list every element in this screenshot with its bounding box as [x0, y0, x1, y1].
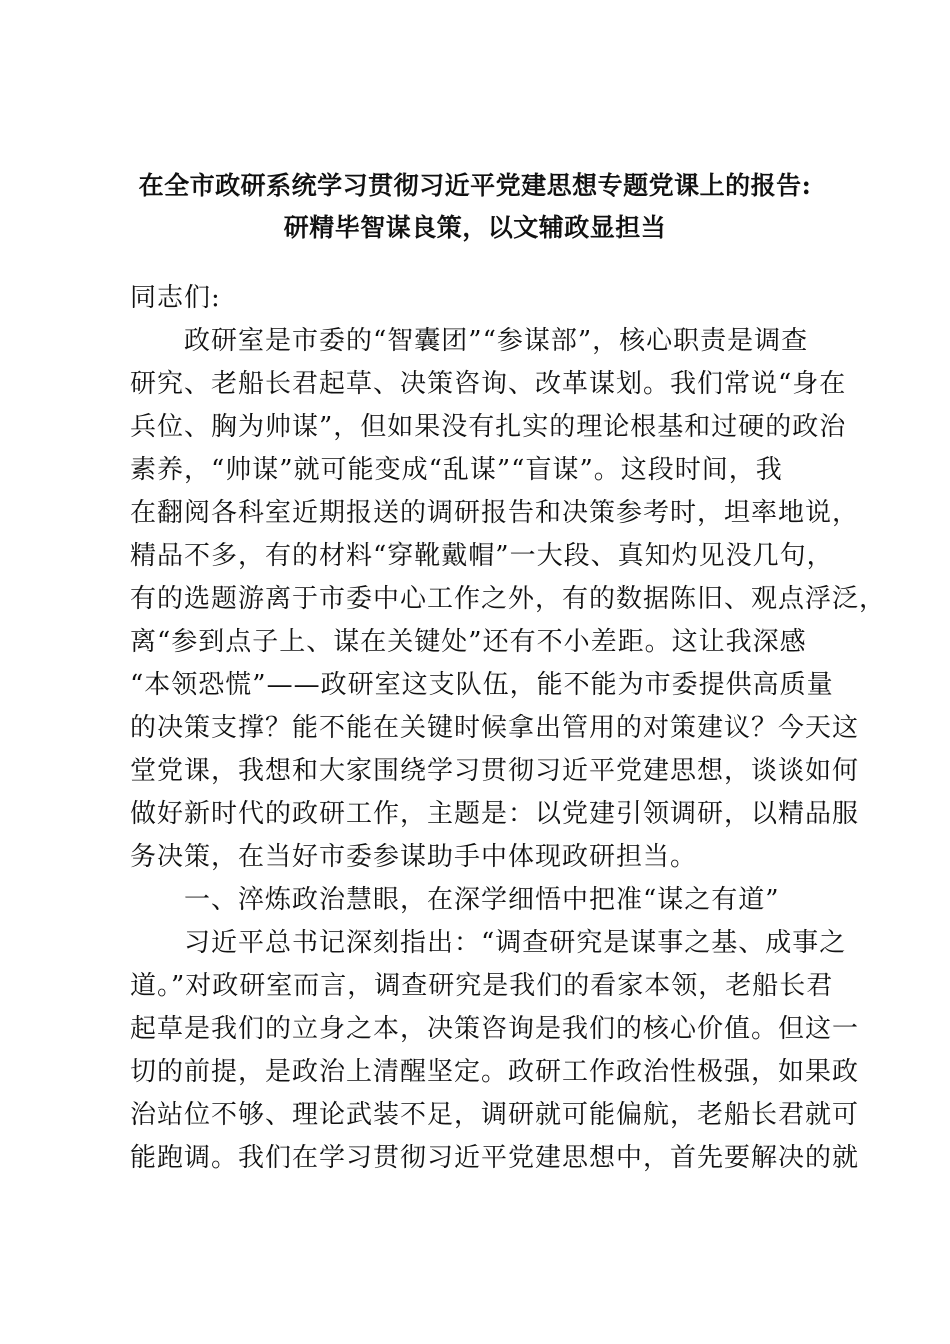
body-line: 在翻阅各科室近期报送的调研报告和决策参考时，坦率地说， — [130, 498, 860, 528]
body-line: 的决策支撑？能不能在关键时候拿出管用的对策建议？今天这 — [130, 713, 860, 743]
document-title-line-2: 研精毕智谋良策，以文辅政显担当 — [283, 213, 667, 242]
body-line: 能跑调。我们在学习贯彻习近平党建思想中，首先要解决的就 — [130, 1143, 860, 1173]
body-line: 起草是我们的立身之本，决策咨询是我们的核心价值。但这一 — [130, 1014, 860, 1044]
body-line: 离“参到点子上、谋在关键处”还有不小差距。这让我深感 — [130, 627, 807, 657]
body-line: “本领恐慌”——政研室这支队伍，能不能为市委提供高质量 — [130, 670, 834, 700]
body-line: 做好新时代的政研工作，主题是：以党建引领调研，以精品服 — [130, 799, 860, 829]
body-line: 治站位不够、理论武装不足，调研就可能偏航，老船长君就可 — [130, 1100, 860, 1130]
body-line: 务决策，在当好市委参谋助手中体现政研担当。 — [130, 842, 698, 872]
body-line: 有的选题游离于市委中心工作之外，有的数据陈旧、观点浮泛， — [130, 584, 887, 614]
document-title-line-1: 在全市政研系统学习贯彻习近平党建思想专题党课上的报告: — [138, 171, 812, 200]
body-line: 习近平总书记深刻指出：“调查研究是谋事之基、成事之 — [130, 928, 847, 958]
body-line: 兵位、胸为帅谋”，但如果没有扎实的理论根基和过硬的政治 — [130, 412, 847, 442]
section-heading: 一、淬炼政治慧眼，在深学细悟中把准“谋之有道” — [130, 885, 780, 915]
body-line: 精品不多，有的材料“穿靴戴帽”一大段、真知灼见没几句， — [130, 541, 834, 571]
body-line: 政研室是市委的“智囊团”“参谋部”，核心职责是调查 — [130, 326, 809, 356]
body-line: 道。”对政研室而言，调查研究是我们的看家本领，老船长君 — [130, 971, 834, 1001]
salutation: 同志们: — [130, 283, 221, 313]
body-line: 切的前提，是政治上清醒坚定。政研工作政治性极强，如果政 — [130, 1057, 860, 1087]
body-line: 研究、老船长君起草、决策咨询、改革谋划。我们常说“身在 — [130, 369, 847, 399]
body-line: 堂党课，我想和大家围绕学习贯彻习近平党建思想，谈谈如何 — [130, 756, 860, 786]
body-line: 素养，“帅谋”就可能变成“乱谋”“盲谋”。这段时间，我 — [130, 455, 783, 485]
